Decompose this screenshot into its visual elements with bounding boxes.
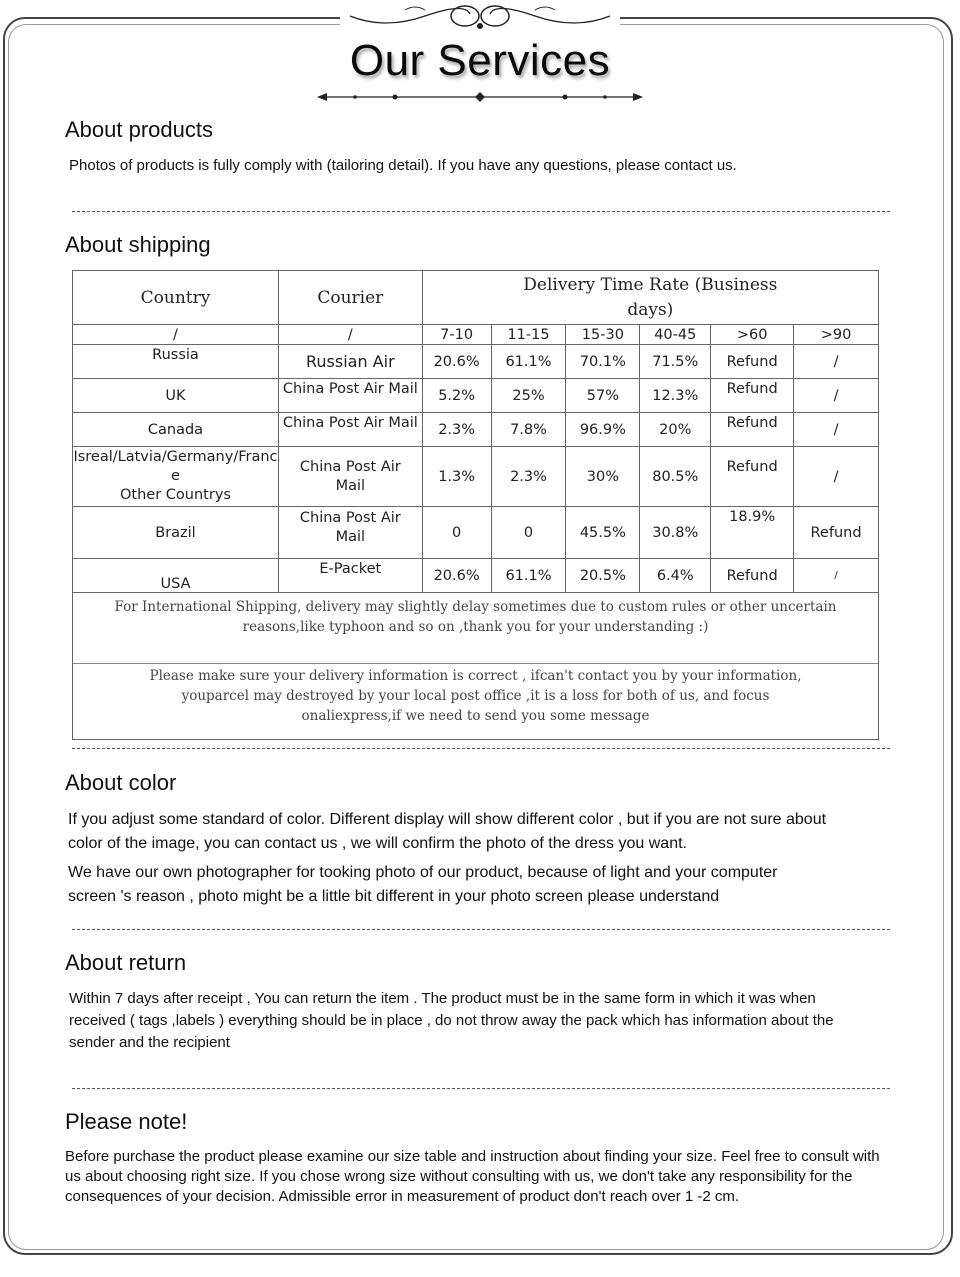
note-line: For International Shipping, delivery may slightly delay sometimes due to custom rules or other uncertain [114,599,837,615]
country-line: Other Countrys [120,487,231,503]
header-delivery [422,271,878,325]
rate-cell: 6.4% [640,559,711,593]
rate-cell: 71.5% [640,345,711,379]
courier-line: China Post Air [299,458,401,475]
color-paragraph-2 [68,861,888,909]
header-delivery-line2: days) [627,299,674,320]
divider [72,211,890,212]
courier-cell: China Post Air Mail [278,413,422,447]
courier-line: Mail [335,529,366,545]
rate-cell: 2.3% [491,447,566,507]
rate-cell: 61.1% [491,559,566,593]
rate-cell: Refund [711,447,794,507]
note-text [65,1147,880,1207]
rate-cell: 2.3% [422,413,491,447]
rate-cell: Refund [794,507,879,559]
color-line: color of the image, you can contact us , we will confirm the photo of the dress you want. [68,835,687,852]
shipping-table [72,270,879,593]
top-ornament-icon [345,2,615,36]
divider [72,929,890,930]
color-line: If you adjust some standard of color. Different display will show different color , but if you are not sure about [68,811,827,828]
rate-cell: / [794,413,879,447]
country-cell: Russia [73,345,279,379]
page-title: Our Services [349,36,611,85]
rate-cell: 30% [566,447,640,507]
courier-line: China Post Air [299,510,401,526]
rate-cell: 12.3% [640,379,711,413]
return-line: sender and the recipient [69,1034,230,1051]
courier-cell: Russian Air [278,345,422,379]
rate-cell: 70.1% [566,345,640,379]
products-heading: About products [65,117,213,142]
courier-cell: E-Packet [278,559,422,593]
header-delivery-line1: Delivery Time Rate (Business [523,274,778,295]
rate-cell: 0 [422,507,491,559]
subheader-cell: 11-15 [491,325,566,345]
note-line: reasons,like typhoon and so on ,thank you for your understanding :) [242,619,709,635]
rate-cell: 45.5% [566,507,640,559]
rate-cell: 57% [566,379,640,413]
rate-cell: Refund [711,379,794,413]
rate-cell: / [794,379,879,413]
table-row [73,345,879,379]
color-heading: About color [65,770,177,795]
rate-cell: 1.3% [422,447,491,507]
country-cell: USA [73,559,279,593]
header-country: Country [73,271,279,325]
subheader-cell: 7-10 [422,325,491,345]
note-line: youparcel may destroyed by your local post office ,it is a loss for both of us, and focus [181,688,770,704]
rate-cell: / [794,559,879,593]
rate-cell: 18.9% [711,507,794,559]
courier-line: Mail [335,477,366,494]
rate-cell: Refund [711,559,794,593]
note-separator [73,663,878,664]
rate-cell: / [794,447,879,507]
note-line: Please make sure your delivery information is correct , ifcan't contact you by your information, [149,668,802,684]
divider [72,748,890,749]
note-heading: Please note! [65,1109,188,1134]
country-cell [73,447,279,507]
subheader-cell: >60 [711,325,794,345]
courier-cell: China Post Air Mail [278,379,422,413]
country-cell: UK [73,379,279,413]
country-line: e [171,468,180,484]
note-line: us about choosing right size. If you chose wrong size without consulting with us, we don't take any responsibility for the [65,1168,853,1185]
rate-cell: Refund [711,345,794,379]
rate-cell: 96.9% [566,413,640,447]
return-text [69,988,834,1054]
rate-cell: 0 [491,507,566,559]
rate-cell: 25% [491,379,566,413]
products-text: Photos of products is fully comply with (tailoring detail). If you have any questions, please contact us. [69,157,737,174]
return-heading: About return [65,950,187,975]
divider [72,1088,890,1089]
shipping-note-2 [73,666,878,726]
color-line: We have our own photographer for tooking photo of our product, because of light and your computer [68,864,778,881]
color-paragraph-1 [68,808,888,856]
rate-cell: / [794,345,879,379]
return-line: received ( tags ,labels ) everything should be in place , do not throw away the pack which has information about the [69,1012,834,1029]
rate-cell: 20.6% [422,559,491,593]
note-line: consequences of your decision. Admissible error in measurement of product don't reach over 1 -2 cm. [65,1188,740,1205]
header-courier: Courier [278,271,422,325]
table-row [73,379,879,413]
rate-cell: 80.5% [640,447,711,507]
return-line: Within 7 days after receipt , You can return the item . The product must be in the same form in which it was when [69,990,816,1007]
table-row [73,559,879,593]
note-line: onaliexpress,if we need to send you some message [301,708,650,724]
divider-ornament-icon [315,88,645,106]
rate-cell: 7.8% [491,413,566,447]
subheader-cell: >90 [794,325,879,345]
table-row [73,413,879,447]
shipping-heading: About shipping [65,232,211,257]
rate-cell: 30.8% [640,507,711,559]
courier-cell [278,447,422,507]
country-cell: Canada [73,413,279,447]
courier-cell [278,507,422,559]
table-row [73,447,879,507]
note-line: Before purchase the product please examine our size table and instruction about finding your size. Feel free to consult with [65,1148,880,1165]
subheader-cell: 40-45 [640,325,711,345]
country-line: Isreal/Latvia/Germany/Franc [73,449,278,465]
shipping-note-1 [73,597,878,637]
country-cell: Brazil [73,507,279,559]
color-line: screen 's reason , photo might be a little bit different in your photo screen please understand [68,888,720,905]
rate-cell: 5.2% [422,379,491,413]
subheader-cell: / [73,325,279,345]
rate-cell: 20.5% [566,559,640,593]
subheader-cell: / [278,325,422,345]
rate-cell: 61.1% [491,345,566,379]
rate-cell: Refund [711,413,794,447]
rate-cell: 20% [640,413,711,447]
subheader-cell: 15-30 [566,325,640,345]
table-row [73,507,879,559]
rate-cell: 20.6% [422,345,491,379]
